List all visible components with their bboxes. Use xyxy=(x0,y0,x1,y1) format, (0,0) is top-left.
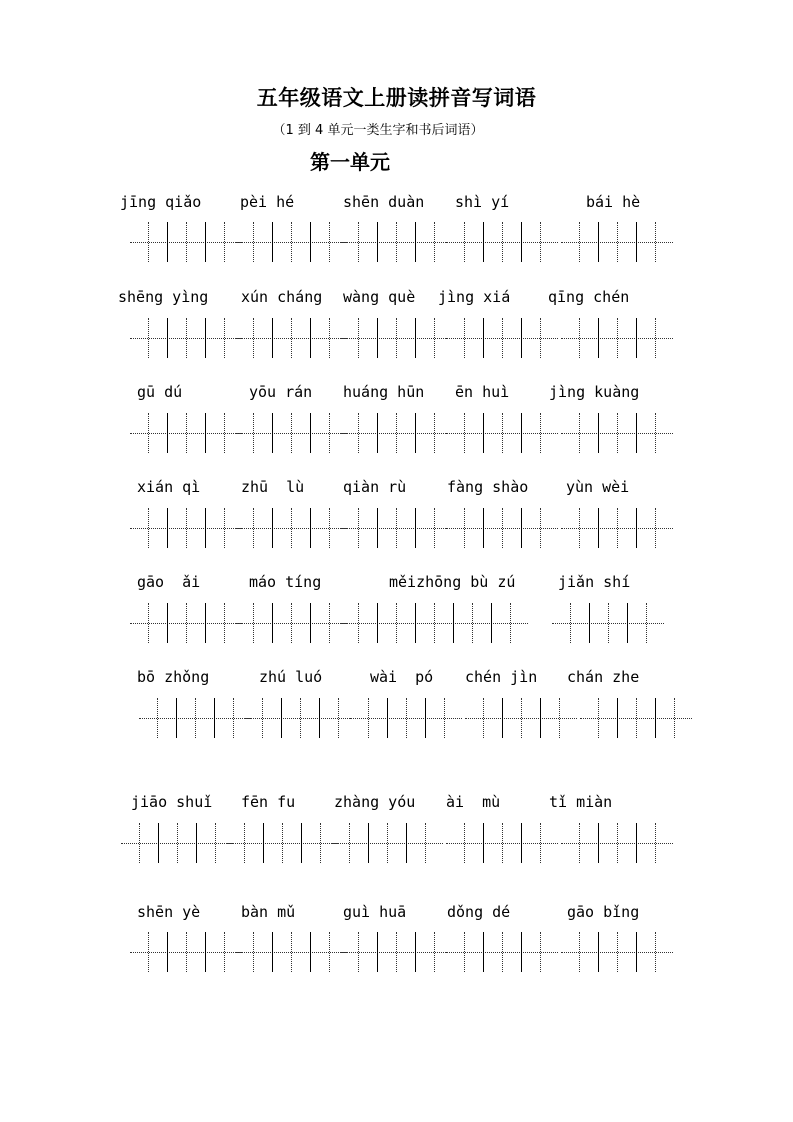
grid-cell-line xyxy=(617,318,618,358)
grid-center-line xyxy=(377,932,378,972)
grid-cell-line xyxy=(329,508,330,548)
grid-cell-line xyxy=(338,698,339,738)
pinyin-label: ēn huì xyxy=(455,383,510,401)
grid-center-line xyxy=(272,932,273,972)
writing-grid[interactable] xyxy=(561,508,673,548)
grid-center-line xyxy=(387,698,388,738)
grid-center-line xyxy=(167,932,168,972)
grid-cell-line xyxy=(434,222,435,262)
grid-cell-line xyxy=(434,413,435,453)
pinyin-label: fēn fu xyxy=(241,793,296,811)
grid-cell-line xyxy=(396,222,397,262)
grid-center-line xyxy=(483,823,484,863)
grid-cell-line xyxy=(655,318,656,358)
grid-center-line xyxy=(598,318,599,358)
grid-center-line xyxy=(521,318,522,358)
grid-cell-line xyxy=(502,508,503,548)
grid-cell-line xyxy=(291,603,292,643)
grid-cell-line xyxy=(358,318,359,358)
pinyin-label: xún cháng xyxy=(241,288,323,306)
grid-cell-line xyxy=(224,508,225,548)
grid-cell-line xyxy=(329,413,330,453)
writing-grid[interactable] xyxy=(235,932,347,972)
grid-cell-line xyxy=(224,413,225,453)
grid-center-line xyxy=(453,603,454,643)
grid-center-line xyxy=(214,698,215,738)
grid-center-line xyxy=(617,698,618,738)
grid-cell-line xyxy=(224,222,225,262)
grid-cell-line xyxy=(282,823,283,863)
writing-grid[interactable] xyxy=(130,508,242,548)
grid-center-line xyxy=(310,318,311,358)
writing-grid[interactable] xyxy=(244,698,356,738)
grid-center-line xyxy=(415,318,416,358)
grid-cell-line xyxy=(434,603,435,643)
grid-cell-line xyxy=(559,698,560,738)
grid-center-line xyxy=(272,318,273,358)
grid-center-line xyxy=(310,932,311,972)
grid-cell-line xyxy=(406,698,407,738)
writing-grid[interactable] xyxy=(235,222,347,262)
grid-center-line xyxy=(310,413,311,453)
grid-cell-line xyxy=(598,698,599,738)
grid-cell-line xyxy=(483,698,484,738)
grid-center-line xyxy=(406,823,407,863)
grid-cell-line xyxy=(368,698,369,738)
writing-grid[interactable] xyxy=(235,508,347,548)
grid-center-line xyxy=(205,932,206,972)
grid-center-line xyxy=(655,698,656,738)
grid-cell-line xyxy=(358,508,359,548)
grid-cell-line xyxy=(608,603,609,643)
grid-center-line xyxy=(272,603,273,643)
grid-cell-line xyxy=(291,932,292,972)
grid-cell-line xyxy=(646,603,647,643)
writing-grid[interactable] xyxy=(580,698,692,738)
pinyin-label: zhū lù xyxy=(241,478,305,496)
writing-grid[interactable] xyxy=(446,508,558,548)
pinyin-label: wàng què xyxy=(343,288,416,306)
grid-center-line xyxy=(319,698,320,738)
writing-grid[interactable] xyxy=(446,222,558,262)
grid-center-line xyxy=(636,508,637,548)
grid-cell-line xyxy=(540,413,541,453)
pinyin-label: bàn mǔ xyxy=(241,903,296,921)
grid-cell-line xyxy=(291,318,292,358)
writing-grid[interactable] xyxy=(331,823,443,863)
writing-grid[interactable] xyxy=(130,413,242,453)
writing-grid[interactable] xyxy=(561,413,673,453)
grid-cell-line xyxy=(291,222,292,262)
writing-grid[interactable] xyxy=(340,318,452,358)
grid-cell-line xyxy=(253,508,254,548)
pinyin-label: jīng qiǎo xyxy=(120,193,202,211)
grid-center-line xyxy=(377,222,378,262)
grid-cell-line xyxy=(329,222,330,262)
grid-cell-line xyxy=(300,698,301,738)
grid-cell-line xyxy=(655,508,656,548)
grid-cell-line xyxy=(157,698,158,738)
grid-cell-line xyxy=(674,698,675,738)
grid-cell-line xyxy=(186,318,187,358)
grid-cell-line xyxy=(502,823,503,863)
grid-cell-line xyxy=(579,222,580,262)
grid-cell-line xyxy=(396,413,397,453)
grid-center-line xyxy=(377,603,378,643)
grid-cell-line xyxy=(139,823,140,863)
grid-center-line xyxy=(167,603,168,643)
grid-center-line xyxy=(521,413,522,453)
grid-cell-line xyxy=(434,508,435,548)
pinyin-label: qīng chén xyxy=(548,288,630,306)
pinyin-label: chén jìn xyxy=(465,668,538,686)
writing-grid[interactable] xyxy=(130,222,242,262)
grid-cell-line xyxy=(434,318,435,358)
grid-center-line xyxy=(205,413,206,453)
grid-center-line xyxy=(167,222,168,262)
grid-center-line xyxy=(205,222,206,262)
grid-cell-line xyxy=(617,932,618,972)
pinyin-label: jiāo shuǐ xyxy=(131,793,213,811)
grid-center-line xyxy=(167,508,168,548)
writing-grid[interactable] xyxy=(561,932,673,972)
grid-cell-line xyxy=(444,698,445,738)
grid-cell-line xyxy=(177,823,178,863)
grid-cell-line xyxy=(148,222,149,262)
grid-center-line xyxy=(483,508,484,548)
grid-cell-line xyxy=(396,932,397,972)
pinyin-label: jìng xiá xyxy=(438,288,511,306)
pinyin-label: gū dú xyxy=(137,383,183,401)
grid-cell-line xyxy=(464,222,465,262)
writing-grid[interactable] xyxy=(340,413,452,453)
writing-grid[interactable] xyxy=(130,318,242,358)
grid-cell-line xyxy=(253,932,254,972)
grid-center-line xyxy=(377,413,378,453)
pinyin-label: ài mù xyxy=(446,793,501,811)
grid-cell-line xyxy=(396,603,397,643)
grid-center-line xyxy=(167,318,168,358)
grid-cell-line xyxy=(186,603,187,643)
grid-center-line xyxy=(540,698,541,738)
pinyin-label: wài pó xyxy=(370,668,434,686)
grid-cell-line xyxy=(224,603,225,643)
writing-grid[interactable] xyxy=(121,823,233,863)
grid-center-line xyxy=(636,413,637,453)
grid-center-line xyxy=(521,823,522,863)
grid-cell-line xyxy=(148,413,149,453)
grid-cell-line xyxy=(655,823,656,863)
grid-cell-line xyxy=(253,603,254,643)
grid-cell-line xyxy=(291,508,292,548)
grid-center-line xyxy=(196,823,197,863)
grid-cell-line xyxy=(502,318,503,358)
writing-grid[interactable] xyxy=(446,318,558,358)
grid-center-line xyxy=(425,698,426,738)
grid-center-line xyxy=(636,932,637,972)
grid-center-line xyxy=(636,222,637,262)
pinyin-label: shēn yè xyxy=(137,903,201,921)
pinyin-label: xián qì xyxy=(137,478,201,496)
grid-center-line xyxy=(598,222,599,262)
pinyin-label: bái hè xyxy=(586,193,641,211)
pinyin-label: yōu rán xyxy=(249,383,313,401)
grid-center-line xyxy=(281,698,282,738)
grid-center-line xyxy=(636,318,637,358)
writing-grid[interactable] xyxy=(340,508,452,548)
page-subtitle: （1 到 4 单元一类生字和书后词语） xyxy=(272,123,484,138)
grid-cell-line xyxy=(396,508,397,548)
grid-cell-line xyxy=(262,698,263,738)
grid-cell-line xyxy=(358,222,359,262)
pinyin-label: tǐ miàn xyxy=(549,793,613,811)
grid-center-line xyxy=(205,508,206,548)
grid-cell-line xyxy=(358,413,359,453)
grid-cell-line xyxy=(510,603,511,643)
writing-grid[interactable] xyxy=(235,318,347,358)
pinyin-label: fàng shào xyxy=(447,478,529,496)
grid-cell-line xyxy=(655,222,656,262)
pinyin-label: bō zhǒng xyxy=(137,668,210,686)
grid-center-line xyxy=(272,508,273,548)
grid-center-line xyxy=(483,413,484,453)
grid-cell-line xyxy=(579,823,580,863)
writing-grid[interactable] xyxy=(130,932,242,972)
grid-cell-line xyxy=(617,413,618,453)
writing-grid[interactable] xyxy=(130,603,242,643)
grid-cell-line xyxy=(387,823,388,863)
grid-cell-line xyxy=(540,508,541,548)
writing-grid[interactable] xyxy=(340,932,452,972)
grid-center-line xyxy=(263,823,264,863)
grid-center-line xyxy=(205,318,206,358)
writing-grid[interactable] xyxy=(139,698,251,738)
grid-center-line xyxy=(301,823,302,863)
grid-center-line xyxy=(377,508,378,548)
grid-cell-line xyxy=(579,318,580,358)
grid-center-line xyxy=(310,222,311,262)
grid-cell-line xyxy=(244,823,245,863)
grid-cell-line xyxy=(349,823,350,863)
pinyin-label: yùn wèi xyxy=(566,478,630,496)
grid-center-line xyxy=(368,823,369,863)
writing-grid[interactable] xyxy=(561,318,673,358)
grid-cell-line xyxy=(425,823,426,863)
grid-cell-line xyxy=(224,318,225,358)
grid-center-line xyxy=(415,413,416,453)
pinyin-label: dǒng dé xyxy=(447,903,511,921)
grid-center-line xyxy=(415,508,416,548)
pinyin-label: gāo ǎi xyxy=(137,573,201,591)
grid-cell-line xyxy=(253,222,254,262)
grid-center-line xyxy=(415,932,416,972)
writing-grid[interactable] xyxy=(235,603,347,643)
grid-cell-line xyxy=(617,222,618,262)
writing-grid[interactable] xyxy=(561,823,673,863)
grid-cell-line xyxy=(329,932,330,972)
writing-grid[interactable] xyxy=(235,413,347,453)
grid-center-line xyxy=(310,603,311,643)
grid-cell-line xyxy=(396,318,397,358)
grid-cell-line xyxy=(253,413,254,453)
grid-cell-line xyxy=(148,932,149,972)
grid-center-line xyxy=(502,698,503,738)
grid-cell-line xyxy=(148,508,149,548)
pinyin-label: pèi hé xyxy=(240,193,295,211)
grid-cell-line xyxy=(655,413,656,453)
grid-cell-line xyxy=(464,508,465,548)
grid-cell-line xyxy=(253,318,254,358)
grid-center-line xyxy=(176,698,177,738)
grid-center-line xyxy=(377,318,378,358)
pinyin-label: shì yí xyxy=(455,193,510,211)
grid-cell-line xyxy=(502,222,503,262)
grid-center-line xyxy=(167,413,168,453)
grid-cell-line xyxy=(464,932,465,972)
unit-heading: 第一单元 xyxy=(310,150,390,174)
grid-cell-line xyxy=(434,932,435,972)
grid-cell-line xyxy=(636,698,637,738)
grid-center-line xyxy=(483,222,484,262)
writing-grid[interactable] xyxy=(446,932,558,972)
page-title: 五年级语文上册读拼音写词语 xyxy=(256,86,537,110)
grid-cell-line xyxy=(579,508,580,548)
grid-cell-line xyxy=(579,413,580,453)
writing-grid[interactable] xyxy=(552,603,664,643)
grid-cell-line xyxy=(148,603,149,643)
grid-cell-line xyxy=(540,318,541,358)
grid-center-line xyxy=(521,932,522,972)
pinyin-label: shēn duàn xyxy=(343,193,425,211)
grid-cell-line xyxy=(233,698,234,738)
grid-cell-line xyxy=(186,932,187,972)
grid-center-line xyxy=(272,222,273,262)
writing-grid[interactable] xyxy=(340,603,528,643)
grid-center-line xyxy=(415,222,416,262)
pinyin-label: zhú luó xyxy=(259,668,323,686)
grid-cell-line xyxy=(291,413,292,453)
grid-cell-line xyxy=(617,508,618,548)
grid-center-line xyxy=(272,413,273,453)
pinyin-label: chán zhe xyxy=(567,668,640,686)
grid-cell-line xyxy=(186,508,187,548)
grid-cell-line xyxy=(579,932,580,972)
grid-cell-line xyxy=(502,932,503,972)
grid-cell-line xyxy=(570,603,571,643)
grid-cell-line xyxy=(329,318,330,358)
writing-grid[interactable] xyxy=(465,698,577,738)
grid-cell-line xyxy=(464,823,465,863)
grid-center-line xyxy=(598,413,599,453)
pinyin-label: guì huā xyxy=(343,903,407,921)
grid-center-line xyxy=(627,603,628,643)
grid-center-line xyxy=(636,823,637,863)
grid-cell-line xyxy=(358,603,359,643)
grid-center-line xyxy=(415,603,416,643)
grid-cell-line xyxy=(148,318,149,358)
writing-grid[interactable] xyxy=(446,413,558,453)
grid-cell-line xyxy=(224,932,225,972)
grid-center-line xyxy=(158,823,159,863)
grid-center-line xyxy=(491,603,492,643)
grid-cell-line xyxy=(502,413,503,453)
writing-grid[interactable] xyxy=(350,698,462,738)
writing-grid[interactable] xyxy=(561,222,673,262)
grid-center-line xyxy=(483,318,484,358)
grid-cell-line xyxy=(320,823,321,863)
grid-cell-line xyxy=(617,823,618,863)
pinyin-label: huáng hūn xyxy=(343,383,425,401)
writing-grid[interactable] xyxy=(340,222,452,262)
pinyin-label: zhàng yóu xyxy=(334,793,416,811)
grid-cell-line xyxy=(195,698,196,738)
grid-cell-line xyxy=(329,603,330,643)
pinyin-label: qiàn rù xyxy=(343,478,407,496)
pinyin-label: shēng yìng xyxy=(118,288,209,306)
grid-center-line xyxy=(521,508,522,548)
grid-cell-line xyxy=(358,932,359,972)
pinyin-label: máo tíng xyxy=(249,573,322,591)
grid-center-line xyxy=(483,932,484,972)
grid-center-line xyxy=(521,222,522,262)
grid-center-line xyxy=(589,603,590,643)
grid-cell-line xyxy=(540,932,541,972)
grid-cell-line xyxy=(521,698,522,738)
grid-cell-line xyxy=(464,413,465,453)
writing-grid[interactable] xyxy=(226,823,338,863)
grid-center-line xyxy=(598,932,599,972)
pinyin-label: gāo bǐng xyxy=(567,903,640,921)
grid-cell-line xyxy=(472,603,473,643)
pinyin-label: měizhōng bù zú xyxy=(389,573,516,591)
grid-cell-line xyxy=(655,932,656,972)
grid-center-line xyxy=(205,603,206,643)
grid-cell-line xyxy=(186,413,187,453)
pinyin-label: jìng kuàng xyxy=(549,383,640,401)
grid-cell-line xyxy=(186,222,187,262)
grid-cell-line xyxy=(540,222,541,262)
grid-cell-line xyxy=(540,823,541,863)
grid-cell-line xyxy=(215,823,216,863)
grid-cell-line xyxy=(464,318,465,358)
grid-center-line xyxy=(598,823,599,863)
pinyin-label: jiǎn shí xyxy=(558,573,631,591)
grid-center-line xyxy=(598,508,599,548)
grid-center-line xyxy=(310,508,311,548)
writing-grid[interactable] xyxy=(446,823,558,863)
